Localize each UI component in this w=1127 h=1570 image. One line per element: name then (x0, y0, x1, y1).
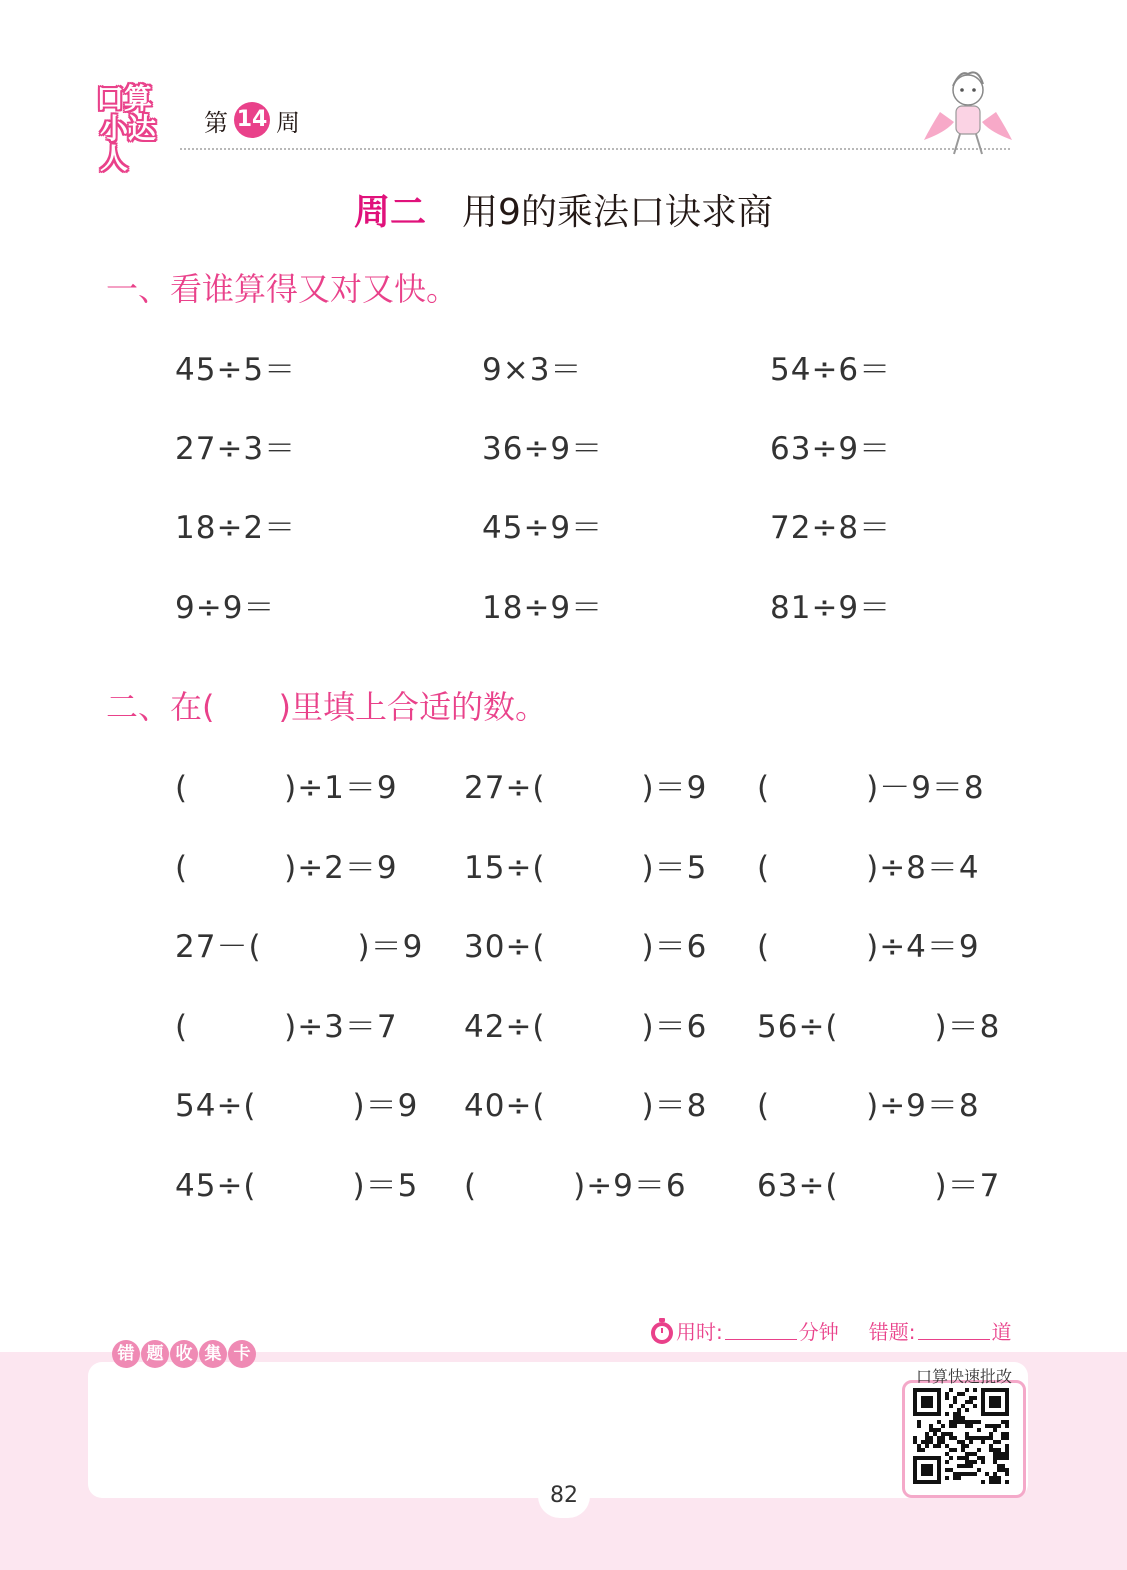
qr-label: 口算快速批改 (915, 1367, 1012, 1386)
week-number-badge: 14 (234, 102, 270, 138)
fill-blank-problem[interactable]: ( )÷9＝8 (757, 1088, 980, 1124)
header-divider (180, 148, 1010, 150)
logo-line2: 小达人 (100, 112, 157, 175)
timing-record (648, 1316, 1012, 1345)
page-title (0, 184, 1127, 235)
fill-blank-problem[interactable]: 54÷( )＝9 (175, 1088, 419, 1124)
week-label (204, 100, 300, 140)
brand-logo (96, 82, 180, 175)
logo-line1: 口算 (96, 82, 153, 115)
fill-blank-problem[interactable]: ( )÷9＝6 (464, 1168, 687, 1204)
fill-blank-problem[interactable]: ( )÷3＝7 (175, 1009, 398, 1045)
fill-blank-problem[interactable]: ( )－9＝8 (757, 770, 985, 806)
section1-heading: 一、看谁算得又对又快。 (106, 270, 459, 308)
fill-blank-problem[interactable]: 27÷( )＝9 (464, 770, 708, 806)
problem: 54÷6＝ (770, 352, 892, 388)
collect-char: 题 (141, 1340, 169, 1368)
problem: 72÷8＝ (770, 510, 892, 546)
fill-blank-problem[interactable]: 63÷( )＝7 (757, 1168, 1001, 1204)
error-collection-badge (112, 1340, 257, 1368)
problem: 27÷3＝ (175, 431, 297, 467)
errors-label: 错题: (868, 1320, 916, 1344)
fill-blank-problem[interactable]: 30÷( )＝6 (464, 929, 708, 965)
title-topic: 用9的乘法口诀求商 (462, 192, 773, 233)
qr-code-icon[interactable] (912, 1388, 1010, 1484)
page-number: 82 (538, 1474, 590, 1518)
problem: 81÷9＝ (770, 590, 892, 626)
problem: 45÷9＝ (482, 510, 604, 546)
week-suffix: 周 (276, 108, 300, 137)
errors-input[interactable] (918, 1321, 990, 1340)
fill-blank-problem[interactable]: 45÷( )＝5 (175, 1168, 419, 1204)
fill-blank-problem[interactable]: 15÷( )＝5 (464, 850, 708, 886)
problem: 18÷2＝ (175, 510, 297, 546)
stopwatch-icon (648, 1317, 676, 1345)
problem: 9×3＝ (482, 352, 583, 388)
title-day: 周二 (354, 192, 427, 233)
fill-blank-problem[interactable]: ( )÷4＝9 (757, 929, 980, 965)
errors-unit: 道 (991, 1320, 1012, 1344)
problem: 18÷9＝ (482, 590, 604, 626)
time-label: 用时: (676, 1320, 723, 1344)
time-input[interactable] (725, 1321, 797, 1340)
section2-heading: 二、在( )里填上合适的数。 (106, 688, 547, 726)
fill-blank-problem[interactable]: ( )÷1＝9 (175, 770, 398, 806)
fill-blank-problem[interactable]: 40÷( )＝8 (464, 1088, 708, 1124)
superhero-mascot-icon (920, 68, 1016, 160)
week-prefix: 第 (204, 108, 228, 137)
fill-blank-problem[interactable]: 42÷( )＝6 (464, 1009, 708, 1045)
fill-blank-problem[interactable]: ( )÷2＝9 (175, 850, 398, 886)
collect-char: 收 (170, 1340, 198, 1368)
problem: 9÷9＝ (175, 590, 276, 626)
problem: 63÷9＝ (770, 431, 892, 467)
problem: 45÷5＝ (175, 352, 297, 388)
collect-char: 错 (112, 1340, 140, 1368)
collect-char: 集 (199, 1340, 227, 1368)
fill-blank-problem[interactable]: ( )÷8＝4 (757, 850, 980, 886)
fill-blank-problem[interactable]: 56÷( )＝8 (757, 1009, 1001, 1045)
collect-char: 卡 (228, 1340, 256, 1368)
problem: 36÷9＝ (482, 431, 604, 467)
fill-blank-problem[interactable]: 27－( )＝9 (175, 929, 424, 965)
time-unit: 分钟 (798, 1320, 839, 1344)
